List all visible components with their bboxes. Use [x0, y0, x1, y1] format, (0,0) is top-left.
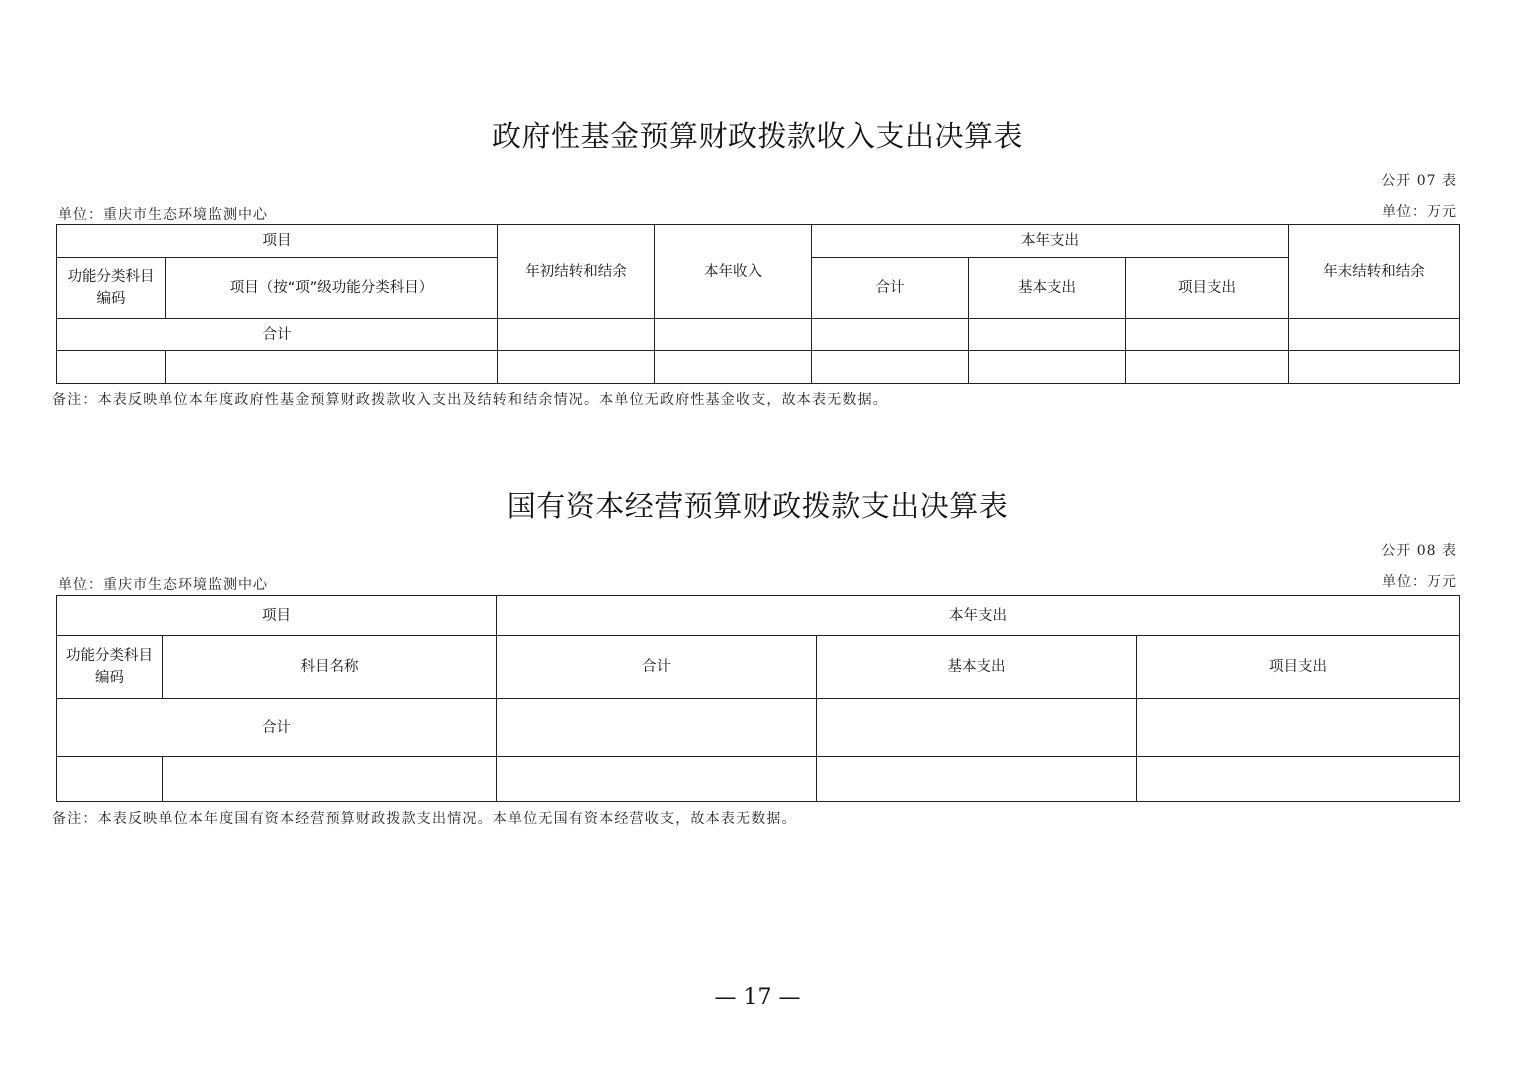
page-number: — 17 — — [714, 985, 801, 1010]
table-cell — [1289, 319, 1460, 351]
header-func-code: 功能分类科目编码 — [57, 258, 166, 319]
header-item-name: 项目（按“项”级功能分类科目） — [166, 258, 498, 319]
table-cell — [1126, 351, 1289, 384]
table-row — [57, 351, 1460, 384]
table2-unit-currency: 单位：万元 — [1382, 574, 1457, 590]
table-row-total — [57, 319, 1460, 351]
table-cell — [1289, 351, 1460, 384]
table-cell — [57, 351, 166, 384]
header-begin-balance: 年初结转和结余 — [498, 225, 655, 319]
table2-note: 备注：本表反映单位本年度国有资本经营预算财政拨款支出情况。本单位无国有资本经营收支，故本表无数据。 — [52, 811, 797, 827]
header-expense: 本年支出 — [812, 225, 1289, 258]
table-cell — [655, 319, 812, 351]
header-func-code: 功能分类科目编码 — [57, 636, 163, 699]
table-cell — [57, 757, 163, 802]
table-cell — [497, 699, 817, 757]
header-project: 项目 — [57, 225, 498, 258]
table-cell — [969, 319, 1126, 351]
total-label: 合计 — [57, 319, 498, 351]
table1-code: 公开 07 表 — [1381, 173, 1457, 189]
table-cell — [817, 757, 1137, 802]
header-project: 项目 — [57, 596, 497, 636]
table-cell — [163, 757, 497, 802]
table1-title: 政府性基金预算财政拨款收入支出决算表 — [491, 119, 1023, 153]
header-expense: 本年支出 — [497, 596, 1460, 636]
table2-unit-org: 单位：重庆市生态环境监测中心 — [58, 577, 268, 593]
header-basic: 基本支出 — [969, 258, 1126, 319]
table-cell — [817, 699, 1137, 757]
table2-code: 公开 08 表 — [1381, 543, 1457, 559]
header-total: 合计 — [497, 636, 817, 699]
table-cell — [498, 351, 655, 384]
table-cell — [1126, 319, 1289, 351]
header-total: 合计 — [812, 258, 969, 319]
table-cell — [498, 319, 655, 351]
table1-unit-currency: 单位：万元 — [1382, 204, 1457, 220]
table-cell — [497, 757, 817, 802]
table-cell — [812, 351, 969, 384]
table-cell — [1137, 699, 1460, 757]
table1-unit-org: 单位：重庆市生态环境监测中心 — [58, 207, 268, 223]
table-cell — [812, 319, 969, 351]
table-row — [57, 757, 1460, 802]
table-cell — [166, 351, 498, 384]
table-cell — [655, 351, 812, 384]
table-row-total — [57, 699, 1460, 757]
table-cell — [1137, 757, 1460, 802]
table2-title: 国有资本经营预算财政拨款支出决算表 — [506, 489, 1009, 523]
header-end-balance: 年末结转和结余 — [1289, 225, 1460, 319]
table1 — [56, 224, 1460, 384]
table-cell — [969, 351, 1126, 384]
table2 — [56, 595, 1460, 802]
header-basic: 基本支出 — [817, 636, 1137, 699]
header-project-exp: 项目支出 — [1137, 636, 1460, 699]
header-project-exp: 项目支出 — [1126, 258, 1289, 319]
table1-note: 备注：本表反映单位本年度政府性基金预算财政拨款收入支出及结转和结余情况。本单位无政府性基金收支，故本表无数据。 — [52, 392, 888, 408]
header-subject-name: 科目名称 — [163, 636, 497, 699]
header-income: 本年收入 — [655, 225, 812, 319]
total-label: 合计 — [57, 699, 497, 757]
